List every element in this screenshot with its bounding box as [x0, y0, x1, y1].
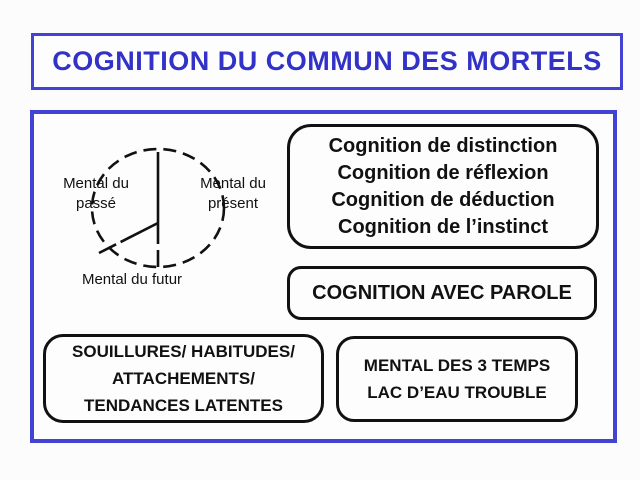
pie-label-mental-du-futur: Mental du futur — [81, 271, 183, 288]
souillures-line: SOUILLURES/ HABITUDES/ — [72, 342, 295, 361]
mental-trois-temps-line: MENTAL DES 3 TEMPS — [363, 356, 551, 375]
pie-diagonal-divider-line — [99, 223, 158, 253]
pie-label-mental-du-present — [185, 174, 281, 214]
pie-label-line: Mental du — [63, 175, 129, 192]
cognition-types-line: Cognition de l’instinct — [338, 215, 548, 238]
pie-label-line: Mental du — [200, 175, 266, 192]
mental-trois-temps-box — [336, 336, 578, 422]
cognition-avec-parole-box — [287, 266, 597, 320]
cognition-types-line: Cognition de déduction — [331, 188, 555, 211]
souillures-box — [43, 334, 324, 423]
pie-label-line: présent — [207, 195, 259, 212]
cognition-types-box — [287, 124, 599, 249]
slide-title: COGNITION DU COMMUN DES MORTELS — [52, 46, 602, 76]
souillures-line: TENDANCES LATENTES — [84, 396, 283, 415]
cognition-avec-parole-label: COGNITION AVEC PAROLE — [312, 281, 572, 304]
pie-label-mental-du-passe — [48, 174, 144, 214]
souillures-line: ATTACHEMENTS/ — [112, 369, 255, 388]
cognition-types-line: Cognition de réflexion — [337, 161, 549, 184]
cognition-types-line: Cognition de distinction — [328, 134, 558, 157]
slide-content-frame — [30, 110, 617, 443]
pie-label-line: passé — [75, 195, 117, 212]
mental-trois-temps-line: LAC D’EAU TROUBLE — [367, 383, 547, 402]
slide-title-box — [31, 33, 623, 90]
